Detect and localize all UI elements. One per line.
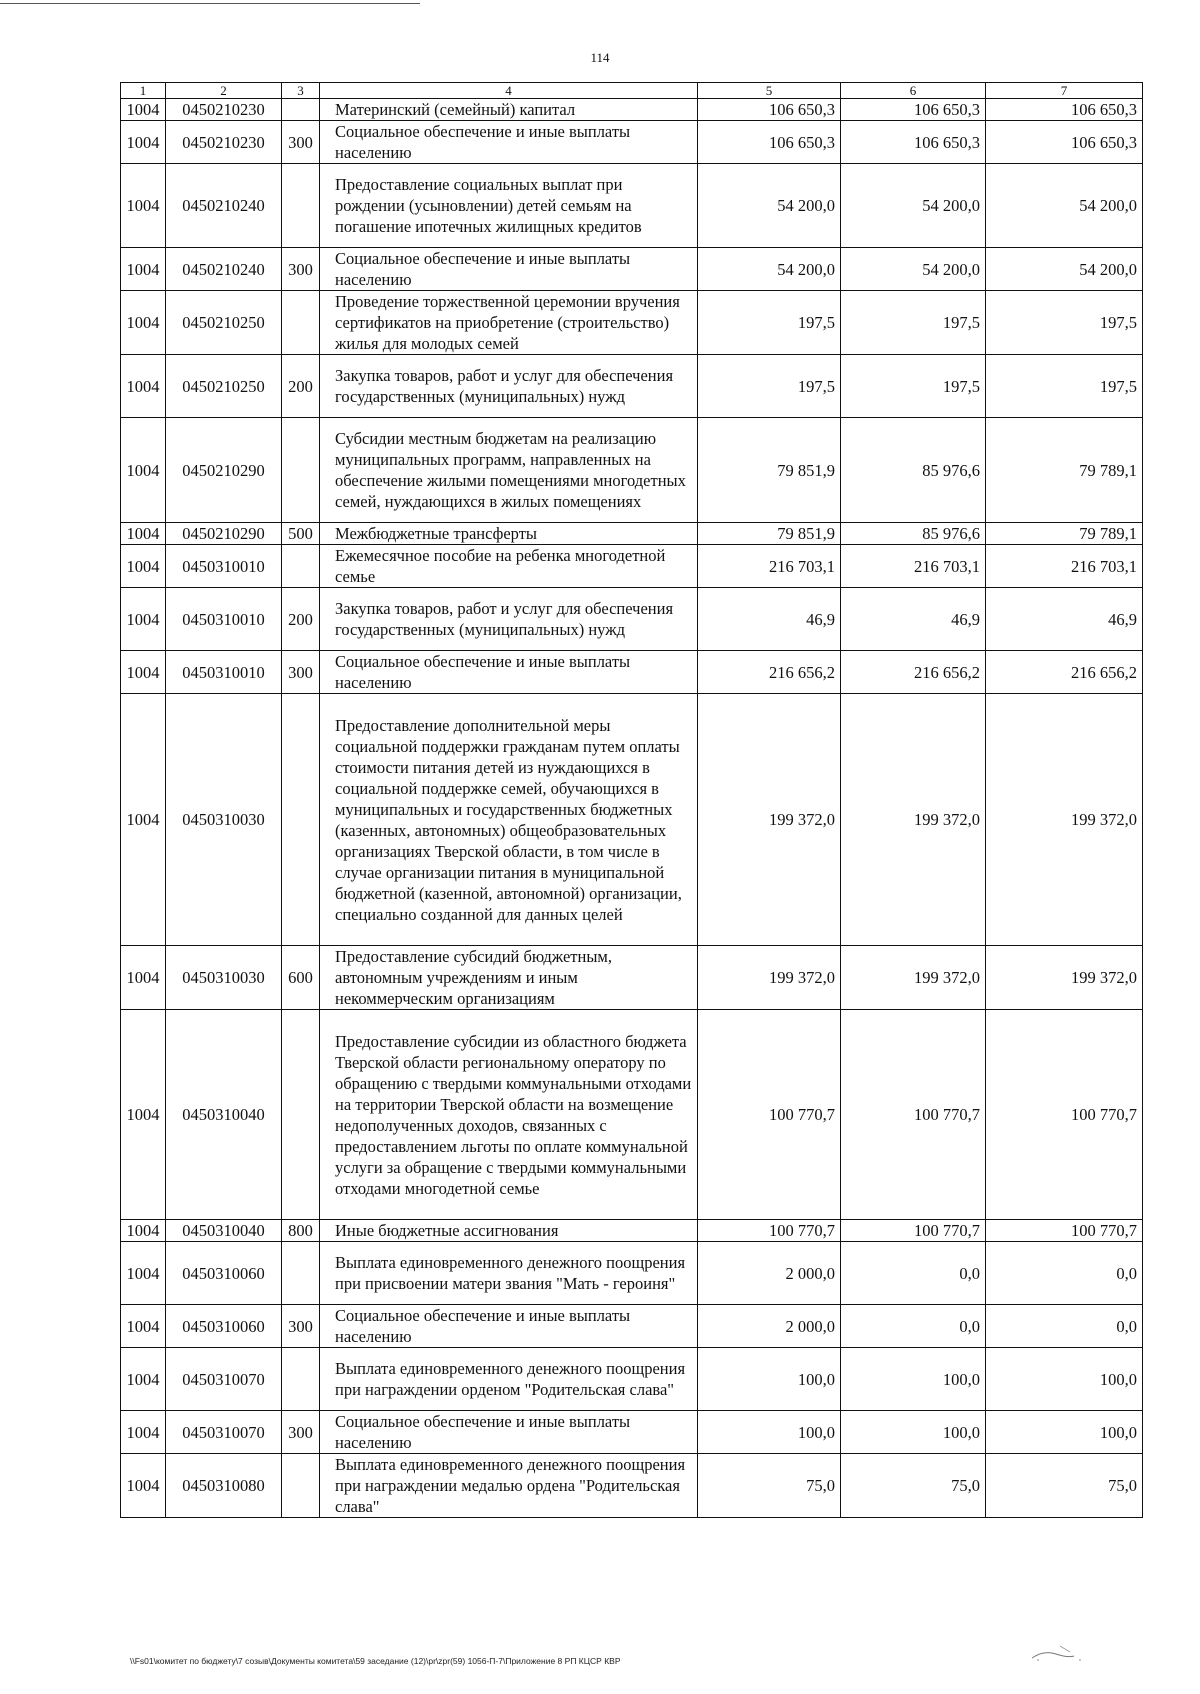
table-row [121, 1411, 1143, 1454]
amount-year1-cell: 106 650,3 [698, 121, 841, 164]
expense-type-cell: 600 [282, 946, 320, 1010]
amount-year3-cell: 54 200,0 [986, 164, 1143, 248]
column-header: 7 [986, 83, 1143, 99]
amount-year2-cell: 0,0 [841, 1305, 986, 1348]
description-cell: Материнский (семейный) капитал [320, 99, 698, 121]
section-code-cell: 1004 [121, 1242, 166, 1305]
amount-year3-cell: 106 650,3 [986, 121, 1143, 164]
target-article-cell: 0450210290 [166, 418, 282, 523]
amount-year3-cell: 100 770,7 [986, 1010, 1143, 1220]
table-row [121, 545, 1143, 588]
amount-year1-cell: 100 770,7 [698, 1220, 841, 1242]
target-article-cell: 0450210250 [166, 291, 282, 355]
description-cell: Закупка товаров, работ и услуг для обеспечения государственных (муниципальных) нужд [320, 355, 698, 418]
expense-type-cell [282, 1242, 320, 1305]
target-article-cell: 0450210250 [166, 355, 282, 418]
amount-year3-cell: 197,5 [986, 355, 1143, 418]
amount-year2-cell: 0,0 [841, 1242, 986, 1305]
amount-year2-cell: 197,5 [841, 355, 986, 418]
table-row [121, 694, 1143, 946]
amount-year2-cell: 199 372,0 [841, 946, 986, 1010]
target-article-cell: 0450210240 [166, 164, 282, 248]
amount-year2-cell: 199 372,0 [841, 694, 986, 946]
amount-year2-cell: 100 770,7 [841, 1220, 986, 1242]
table-row [121, 588, 1143, 651]
table-row [121, 248, 1143, 291]
amount-year1-cell: 54 200,0 [698, 164, 841, 248]
section-code-cell: 1004 [121, 164, 166, 248]
description-cell: Социальное обеспечение и иные выплаты населению [320, 121, 698, 164]
description-cell: Предоставление субсидий бюджетным, автономным учреждениям и иным некоммерческим организациям [320, 946, 698, 1010]
section-code-cell: 1004 [121, 1454, 166, 1518]
section-code-cell: 1004 [121, 355, 166, 418]
page-number: 114 [590, 50, 610, 65]
column-header: 5 [698, 83, 841, 99]
table-row [121, 418, 1143, 523]
column-header: 1 [121, 83, 166, 99]
expense-type-cell: 500 [282, 523, 320, 545]
amount-year2-cell: 85 976,6 [841, 523, 986, 545]
amount-year3-cell: 46,9 [986, 588, 1143, 651]
amount-year1-cell: 199 372,0 [698, 946, 841, 1010]
target-article-cell: 0450310060 [166, 1242, 282, 1305]
description-cell: Предоставление субсидии из областного бюджета Тверской области региональному оператору по обращению с твердыми коммунальными отходами на территории Тверской области на возмещение недополученных доходов, связанных с предоставлением льготы по оплате коммунальной услуги за обращение с твердыми коммунальными отходами многодетной семье [320, 1010, 698, 1220]
scan-smudge-mark [1030, 1640, 1090, 1664]
expense-type-cell [282, 1010, 320, 1220]
amount-year1-cell: 216 703,1 [698, 545, 841, 588]
amount-year3-cell: 54 200,0 [986, 248, 1143, 291]
amount-year1-cell: 100,0 [698, 1348, 841, 1411]
section-code-cell: 1004 [121, 418, 166, 523]
expense-type-cell [282, 291, 320, 355]
description-cell: Ежемесячное пособие на ребенка многодетной семье [320, 545, 698, 588]
description-cell: Социальное обеспечение и иные выплаты населению [320, 1411, 698, 1454]
section-code-cell: 1004 [121, 1305, 166, 1348]
expense-type-cell [282, 164, 320, 248]
description-cell: Закупка товаров, работ и услуг для обеспечения государственных (муниципальных) нужд [320, 588, 698, 651]
section-code-cell: 1004 [121, 99, 166, 121]
table-row [121, 355, 1143, 418]
table-row [121, 164, 1143, 248]
amount-year3-cell: 199 372,0 [986, 694, 1143, 946]
target-article-cell: 0450310080 [166, 1454, 282, 1518]
table-row [121, 651, 1143, 694]
amount-year1-cell: 197,5 [698, 291, 841, 355]
amount-year3-cell: 75,0 [986, 1454, 1143, 1518]
amount-year1-cell: 75,0 [698, 1454, 841, 1518]
section-code-cell: 1004 [121, 946, 166, 1010]
amount-year3-cell: 100,0 [986, 1411, 1143, 1454]
column-header: 2 [166, 83, 282, 99]
target-article-cell: 0450210230 [166, 99, 282, 121]
footer-file-path: \\Fs01\комитет по бюджету\7 созыв\Документы комитета\59 заседание (12)\pr\zpr(59) 1056-П-7\Приложение 8 РП КЦСР КВР [130, 1656, 621, 1666]
expense-type-cell: 300 [282, 121, 320, 164]
amount-year3-cell: 79 789,1 [986, 418, 1143, 523]
section-code-cell: 1004 [121, 1348, 166, 1411]
expense-type-cell [282, 694, 320, 946]
expense-type-cell: 300 [282, 651, 320, 694]
section-code-cell: 1004 [121, 523, 166, 545]
description-cell: Межбюджетные трансферты [320, 523, 698, 545]
amount-year1-cell: 216 656,2 [698, 651, 841, 694]
amount-year2-cell: 75,0 [841, 1454, 986, 1518]
target-article-cell: 0450210240 [166, 248, 282, 291]
target-article-cell: 0450310060 [166, 1305, 282, 1348]
amount-year1-cell: 100,0 [698, 1411, 841, 1454]
expense-type-cell: 300 [282, 1411, 320, 1454]
amount-year2-cell: 106 650,3 [841, 99, 986, 121]
amount-year3-cell: 199 372,0 [986, 946, 1143, 1010]
expense-type-cell: 200 [282, 588, 320, 651]
description-cell: Выплата единовременного денежного поощрения при награждении орденом "Родительская слава" [320, 1348, 698, 1411]
amount-year1-cell: 79 851,9 [698, 523, 841, 545]
description-cell: Субсидии местным бюджетам на реализацию муниципальных программ, направленных на обеспечение жилыми помещениями многодетных семей, нуждающихся в жилых помещениях [320, 418, 698, 523]
amount-year3-cell: 0,0 [986, 1242, 1143, 1305]
table-row [121, 291, 1143, 355]
description-cell: Проведение торжественной церемонии вручения сертификатов на приобретение (строительство) жилья для молодых семей [320, 291, 698, 355]
expense-type-cell: 300 [282, 1305, 320, 1348]
table-row [121, 1305, 1143, 1348]
expense-type-cell: 800 [282, 1220, 320, 1242]
amount-year3-cell: 216 656,2 [986, 651, 1143, 694]
description-cell: Социальное обеспечение и иные выплаты населению [320, 248, 698, 291]
section-code-cell: 1004 [121, 694, 166, 946]
expense-type-cell [282, 418, 320, 523]
scan-edge-line [0, 3, 420, 4]
amount-year3-cell: 79 789,1 [986, 523, 1143, 545]
target-article-cell: 0450310070 [166, 1411, 282, 1454]
section-code-cell: 1004 [121, 651, 166, 694]
description-cell: Иные бюджетные ассигнования [320, 1220, 698, 1242]
expense-type-cell: 300 [282, 248, 320, 291]
table-row [121, 523, 1143, 545]
column-header: 6 [841, 83, 986, 99]
target-article-cell: 0450310030 [166, 694, 282, 946]
description-cell: Социальное обеспечение и иные выплаты населению [320, 1305, 698, 1348]
target-article-cell: 0450310040 [166, 1220, 282, 1242]
budget-table [120, 82, 1143, 1518]
amount-year1-cell: 2 000,0 [698, 1242, 841, 1305]
table-row [121, 99, 1143, 121]
section-code-cell: 1004 [121, 1010, 166, 1220]
amount-year2-cell: 216 703,1 [841, 545, 986, 588]
amount-year2-cell: 100,0 [841, 1411, 986, 1454]
column-header: 3 [282, 83, 320, 99]
amount-year1-cell: 46,9 [698, 588, 841, 651]
description-cell: Выплата единовременного денежного поощрения при награждении медалью ордена "Родительская слава" [320, 1454, 698, 1518]
target-article-cell: 0450310010 [166, 651, 282, 694]
section-code-cell: 1004 [121, 121, 166, 164]
description-cell: Предоставление дополнительной меры социальной поддержки гражданам путем оплаты стоимости питания детей из нуждающихся в социальной поддержке семей, обучающихся в муниципальных и государственных бюджетных (казенных, автономных) общеобразовательных организациях Тверской области, в том числе в случае организации питания в муниципальной бюджетной (казенной, автономной) организации, специально созданной для данных целей [320, 694, 698, 946]
amount-year1-cell: 79 851,9 [698, 418, 841, 523]
amount-year1-cell: 100 770,7 [698, 1010, 841, 1220]
description-cell: Выплата единовременного денежного поощрения при присвоении матери звания "Мать - героиня" [320, 1242, 698, 1305]
target-article-cell: 0450210290 [166, 523, 282, 545]
expense-type-cell [282, 99, 320, 121]
amount-year1-cell: 197,5 [698, 355, 841, 418]
table-row [121, 121, 1143, 164]
column-header: 4 [320, 83, 698, 99]
amount-year2-cell: 106 650,3 [841, 121, 986, 164]
table-row [121, 1010, 1143, 1220]
amount-year2-cell: 100,0 [841, 1348, 986, 1411]
amount-year2-cell: 100 770,7 [841, 1010, 986, 1220]
table-row [121, 946, 1143, 1010]
amount-year3-cell: 0,0 [986, 1305, 1143, 1348]
amount-year2-cell: 46,9 [841, 588, 986, 651]
expense-type-cell [282, 1454, 320, 1518]
amount-year3-cell: 197,5 [986, 291, 1143, 355]
expense-type-cell: 200 [282, 355, 320, 418]
section-code-cell: 1004 [121, 545, 166, 588]
target-article-cell: 0450310040 [166, 1010, 282, 1220]
description-cell: Социальное обеспечение и иные выплаты населению [320, 651, 698, 694]
table-row [121, 1454, 1143, 1518]
target-article-cell: 0450210230 [166, 121, 282, 164]
target-article-cell: 0450310030 [166, 946, 282, 1010]
amount-year2-cell: 54 200,0 [841, 248, 986, 291]
section-code-cell: 1004 [121, 248, 166, 291]
section-code-cell: 1004 [121, 291, 166, 355]
table-row [121, 1348, 1143, 1411]
amount-year3-cell: 106 650,3 [986, 99, 1143, 121]
amount-year1-cell: 2 000,0 [698, 1305, 841, 1348]
section-code-cell: 1004 [121, 1220, 166, 1242]
expense-type-cell [282, 545, 320, 588]
amount-year1-cell: 54 200,0 [698, 248, 841, 291]
target-article-cell: 0450310070 [166, 1348, 282, 1411]
amount-year1-cell: 106 650,3 [698, 99, 841, 121]
table-row [121, 1220, 1143, 1242]
amount-year3-cell: 100,0 [986, 1348, 1143, 1411]
expense-type-cell [282, 1348, 320, 1411]
header-row [121, 83, 1143, 99]
target-article-cell: 0450310010 [166, 588, 282, 651]
amount-year1-cell: 199 372,0 [698, 694, 841, 946]
target-article-cell: 0450310010 [166, 545, 282, 588]
table-row [121, 1242, 1143, 1305]
amount-year2-cell: 216 656,2 [841, 651, 986, 694]
section-code-cell: 1004 [121, 588, 166, 651]
amount-year2-cell: 85 976,6 [841, 418, 986, 523]
section-code-cell: 1004 [121, 1411, 166, 1454]
amount-year3-cell: 216 703,1 [986, 545, 1143, 588]
amount-year2-cell: 54 200,0 [841, 164, 986, 248]
amount-year3-cell: 100 770,7 [986, 1220, 1143, 1242]
description-cell: Предоставление социальных выплат при рождении (усыновлении) детей семьям на погашение ипотечных жилищных кредитов [320, 164, 698, 248]
amount-year2-cell: 197,5 [841, 291, 986, 355]
